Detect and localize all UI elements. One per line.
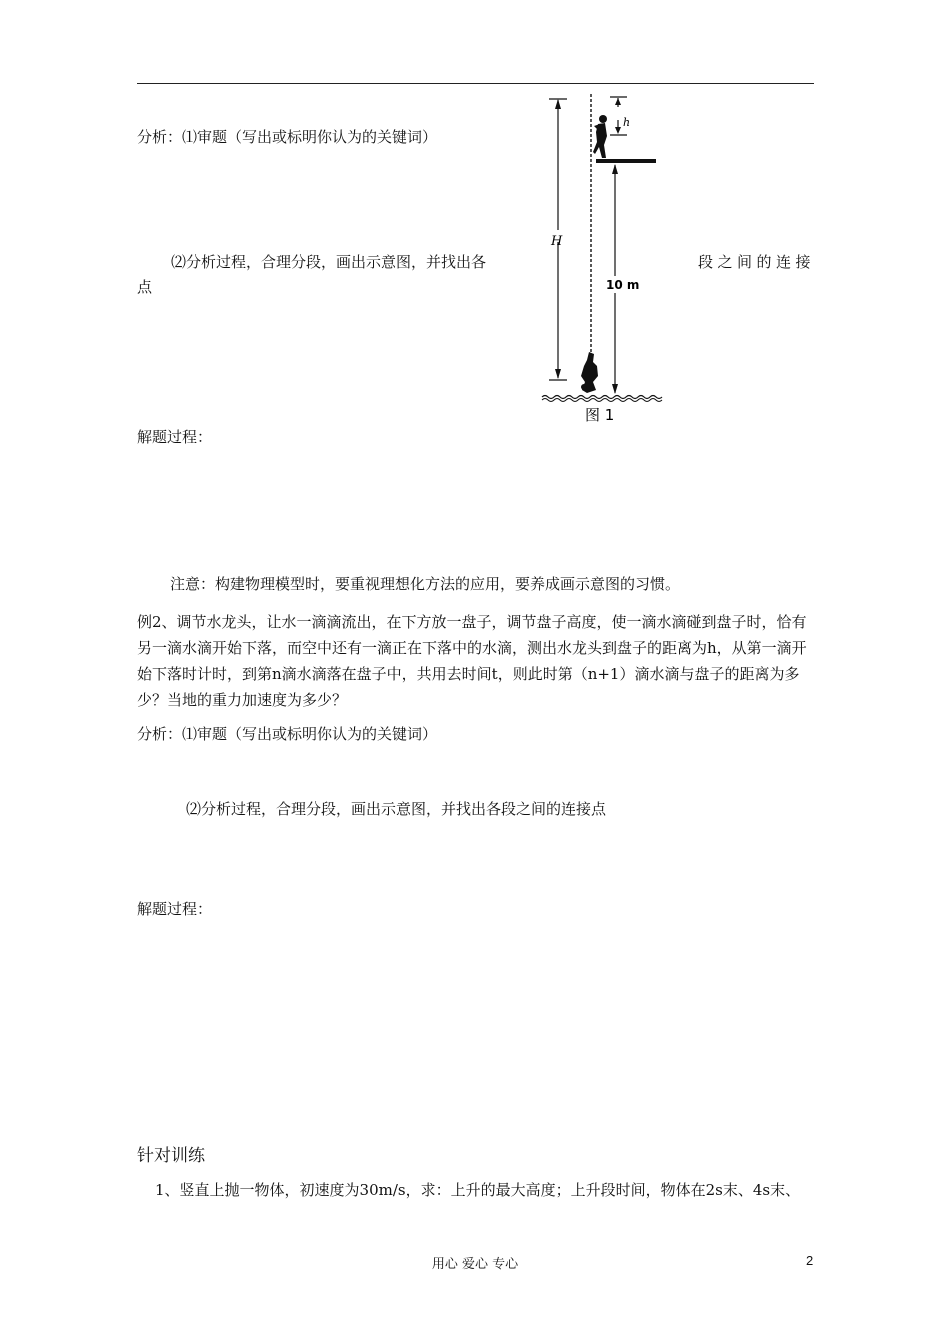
diver-standing-figure [593, 115, 607, 158]
ex2-solution-label: 解题过程： [137, 900, 213, 918]
footer-motto: 用心 爱心 专心 [431, 1257, 519, 1272]
ex2-analysis-step1: 分析：⑴审题（写出或标明你认为的关键词） [137, 725, 438, 743]
label-h: h [623, 116, 631, 129]
ex1-analysis-step1: 分析：⑴审题（写出或标明你认为的关键词） [137, 128, 438, 146]
label-10m: 10 m [606, 278, 640, 292]
ex1-analysis-step2-tail: 点 [137, 278, 153, 296]
ex1-analysis-step2-left: ⑵分析过程，合理分段，画出示意图，并找出各 [171, 253, 487, 271]
ex2-problem: 例2、调节水龙头，让水一滴滴流出，在下方放一盘子，调节盘子高度，使一滴水滴碰到盘子时，恰有另一滴水滴开始下落，而空中还有一滴正在下落中的水滴，测出水龙头到盘子的距离为h，从第一滴开始下落时计时，到第n滴水滴落在盘子中，共用去时间t，则此时第（n+1）滴水滴与盘子的距离为多少？当地的重力加速度为多少？ [137, 613, 807, 709]
label-H: H [551, 234, 563, 249]
training-item-1: 1、竖直上抛一物体，初速度为30m/s，求：上升的最大高度；上升段时间，物体在2s末、4s末、 [155, 1181, 801, 1199]
header-rule [137, 83, 814, 84]
page-number: 2 [806, 1253, 814, 1268]
ex1-solution-label: 解题过程： [137, 428, 213, 446]
note-text: 注意：构建物理模型时，要重视理想化方法的应用，要养成画示意图的习惯。 [170, 575, 681, 593]
ex1-analysis-step2-right: 段之间的连接 [698, 253, 816, 271]
figure-caption: 图 1 [585, 406, 615, 424]
ex2-analysis-step2: ⑵分析过程，合理分段，画出示意图，并找出各段之间的连接点 [186, 800, 607, 818]
figure-1-diving-diagram [538, 90, 668, 430]
training-heading: 针对训练 [137, 1146, 205, 1166]
diver-entering-figure [581, 352, 598, 393]
